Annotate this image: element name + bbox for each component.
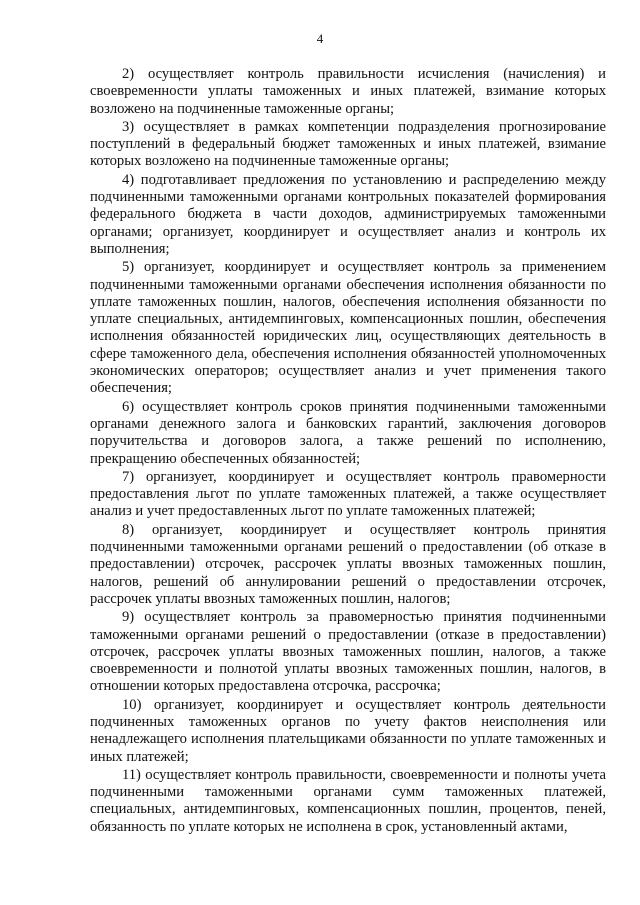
paragraph-item-2: 2) осуществляет контроль правильности исчисления (начисления) и своевременности уплаты таможенных и иных платежей, взимание которых возложено на подчиненные таможенные органы; xyxy=(90,66,606,117)
paragraph-item-5: 5) организует, координирует и осуществляет контроль за применением подчиненными таможенными органами обеспечения исполнения обязанности по уплате таможенных пошлин, налогов, обеспечения исполнения обязанности по уплате специальных, антидемпинговых, компенсационных пошлин, обеспечения исполнения обязанностей юридических лиц, осуществляющих деятельность в сфере таможенного дела, обеспечения исполнения обязанностей уполномоченных экономических операторов; осуществляет анализ и учет применения такого обеспечения; xyxy=(90,259,606,397)
paragraph-item-4: 4) подготавливает предложения по установлению и распределению между подчиненными таможенными органами контрольных показателей формирования федерального бюджета в части доходов, администрируемых таможенными органами; организует, координирует и осуществляет анализ и контроль их выполнения; xyxy=(90,171,606,257)
paragraph-item-3: 3) осуществляет в рамках компетенции подразделения прогнозирование поступлений в федеральный бюджет таможенных и иных платежей, взимание которых возложено на подчиненные таможенные органы; xyxy=(90,118,606,170)
paragraph-item-9: 9) осуществляет контроль за правомерностью принятия подчиненными таможенными органами решений о предоставлении (отказе в предоставлении) отсрочек, рассрочек уплаты ввозных таможенных пошлин, налогов, а также своевременности и полнотой уплаты ввозных таможенных пошлин, налогов, в отношении которых предоставлена отсрочка, рассрочка; xyxy=(90,609,606,695)
page-number: 4 xyxy=(316,31,324,46)
paragraph-item-6: 6) осуществляет контроль сроков принятия подчиненными таможенными органами денежного залога и банковских гарантий, заключения договоров поручительства и договоров залога, а также решений по исполнению, прекращению обеспеченных обязанностей; xyxy=(90,398,606,467)
paragraph-item-7: 7) организует, координирует и осуществляет контроль правомерности предоставления льгот по уплате таможенных платежей, а также осуществляет анализ и учет предоставленных льгот по уплате таможенных платежей; xyxy=(90,468,606,520)
paragraph-item-11: 11) осуществляет контроль правильности, своевременности и полноты учета подчиненными таможенными органами сумм таможенных платежей, специальных, антидемпинговых, компенсационных пошлин, процентов, пеней, обязанность по уплате которых не исполнена в срок, установленный актами, xyxy=(90,766,606,835)
paragraph-item-8: 8) организует, координирует и осуществляет контроль принятия подчиненными таможенными органами решений о предоставлении (об отказе в предоставлении) отсрочек, рассрочек уплаты ввозных таможенных пошлин, налогов, решений об аннулировании решений о предоставлении отсрочек, рассрочек уплаты ввозных таможенных пошлин, налогов; xyxy=(90,521,606,607)
paragraph-item-10: 10) организует, координирует и осуществляет контроль деятельности подчиненных таможенных органов по учету фактов неисполнения или ненадлежащего исполнения плательщиками обязанности по уплате таможенных и иных платежей; xyxy=(90,696,606,765)
document-body xyxy=(90,66,606,837)
